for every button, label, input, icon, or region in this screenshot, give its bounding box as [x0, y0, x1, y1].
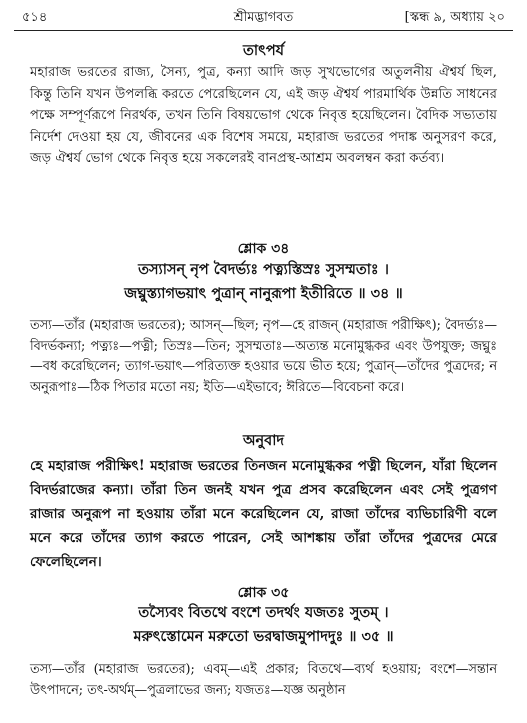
section-reference: [স্কন্ধ ৯, অধ্যায় ২০: [404, 10, 505, 25]
verse-34-line-2: জঘ্নুস্ত্যাগভয়াৎ পুত্রান্ নানুরূপা ইতীরিতে ॥ ৩৪ ॥: [124, 285, 403, 302]
verse-35-label: শ্লোক ৩৫: [237, 585, 290, 601]
translation-heading: অনুবাদ: [242, 432, 285, 449]
verse-34-synonyms: তস্য—তাঁর (মহারাজ ভরতের); আসন্—ছিল; নৃপ—হে রাজন্ (মহারাজ পরীক্ষিৎ); বৈদর্ভ্যঃ—বিদর্ভকন্যা; পত্ন্যঃ—পত্নী; তিস্রঃ—তিন; সুসম্মতাঃ—অত্যন্ত মনোমুগ্ধকর এবং উপযুক্ত; জঘ্নুঃ—বধ করেছিলেন; ত্যাগ-ভয়াৎ—পরিত্যক্ত হওয়ার ভয়ে ভীত হয়ে; পুত্রান্—তাঁদের পুত্রদের; ন অনুরূপাঃ—ঠিক পিতার মতো নয়; ইতি—এইভাবে; ঈরিতে—বিবেচনা করে।: [30, 318, 497, 395]
verse-35: [0, 601, 527, 649]
page-header: [14, 6, 513, 28]
verse-34-line-1: তস্যাসন্ নৃপ বৈদর্ভ্যঃ পত্ন্যস্তিস্রঃ সুসম্মতাঃ ।: [138, 261, 389, 278]
verse-34-label: শ্লোক ৩৪: [237, 241, 290, 257]
page-number: ৫১৪: [22, 10, 48, 25]
header-rule: [14, 30, 513, 31]
verse-34: [0, 258, 527, 306]
verse-35-synonyms: তস্য—তাঁর (মহারাজ ভরতের); এবম্—এই প্রকার; বিতথে—ব্যর্থ হওয়ায়; বংশে—সন্তান উৎপাদনে; তৎ-অর্থম্—পুত্রলাভের জন্য; যজতঃ—যজ্ঞ অনুষ্ঠান: [30, 662, 497, 698]
purport-heading: তাৎপর্য: [242, 42, 285, 59]
book-title: শ্রীমদ্ভাগবত: [233, 10, 294, 25]
verse-35-line-1: তস্যৈবং বিতথে বংশে তদর্থং যজতঃ সুতম্ ।: [138, 604, 389, 621]
purport-text: মহারাজ ভরতের রাজ্য, সৈন্য, পুত্র, কন্যা আদি জড় সুখভোগের অতুলনীয় ঐশ্বর্য ছিল, কিন্তু তিনি যখন উপলব্ধি করতে পেরেছিলেন যে, এই জড় ঐশ্বর্য পারমার্থিক উন্নতি সাধনের পক্ষে সম্পূর্ণরূপে নিরর্থক, তখন তিনি বিষয়ভোগ থেকে নিবৃত্ত হয়েছিলেন। বৈদিক সভ্যতায় নির্দেশ দেওয়া হয় যে, জীবনের এক বিশেষ সময়ে, মহারাজ ভরতের পদাঙ্ক অনুসরণ করে, জড় ঐশ্বর্য ভোগ থেকে নিবৃত্ত হয়ে সকলেরই বানপ্রস্থ-আশ্রম অবলম্বন করা কর্তব্য।: [30, 65, 497, 166]
translation-34-text: হে মহারাজ পরীক্ষিৎ! মহারাজ ভরতের তিনজন মনোমুগ্ধকর পত্নী ছিলেন, যাঁরা ছিলেন বিদর্ভরাজের কন্যা। তাঁরা তিন জনই যখন পুত্র প্রসব করেছিলেন এবং সেই পুত্রগণ রাজার অনুরূপ না হওয়ায় তাঁরা মনে করেছিলেন যে, রাজা তাঁদের ব্যভিচারিণী বলে মনে করে তাঁদের ত্যাগ করতে পারেন, সেই আশঙ্কায় তাঁরা তাঁদের পুত্রদের মেরে ফেলেছিলেন।: [30, 458, 497, 570]
verse-35-line-2: মরুৎস্তোমেন মরুতো ভরদ্বাজমুপাদদুঃ ॥ ৩৫ ॥: [133, 628, 394, 645]
